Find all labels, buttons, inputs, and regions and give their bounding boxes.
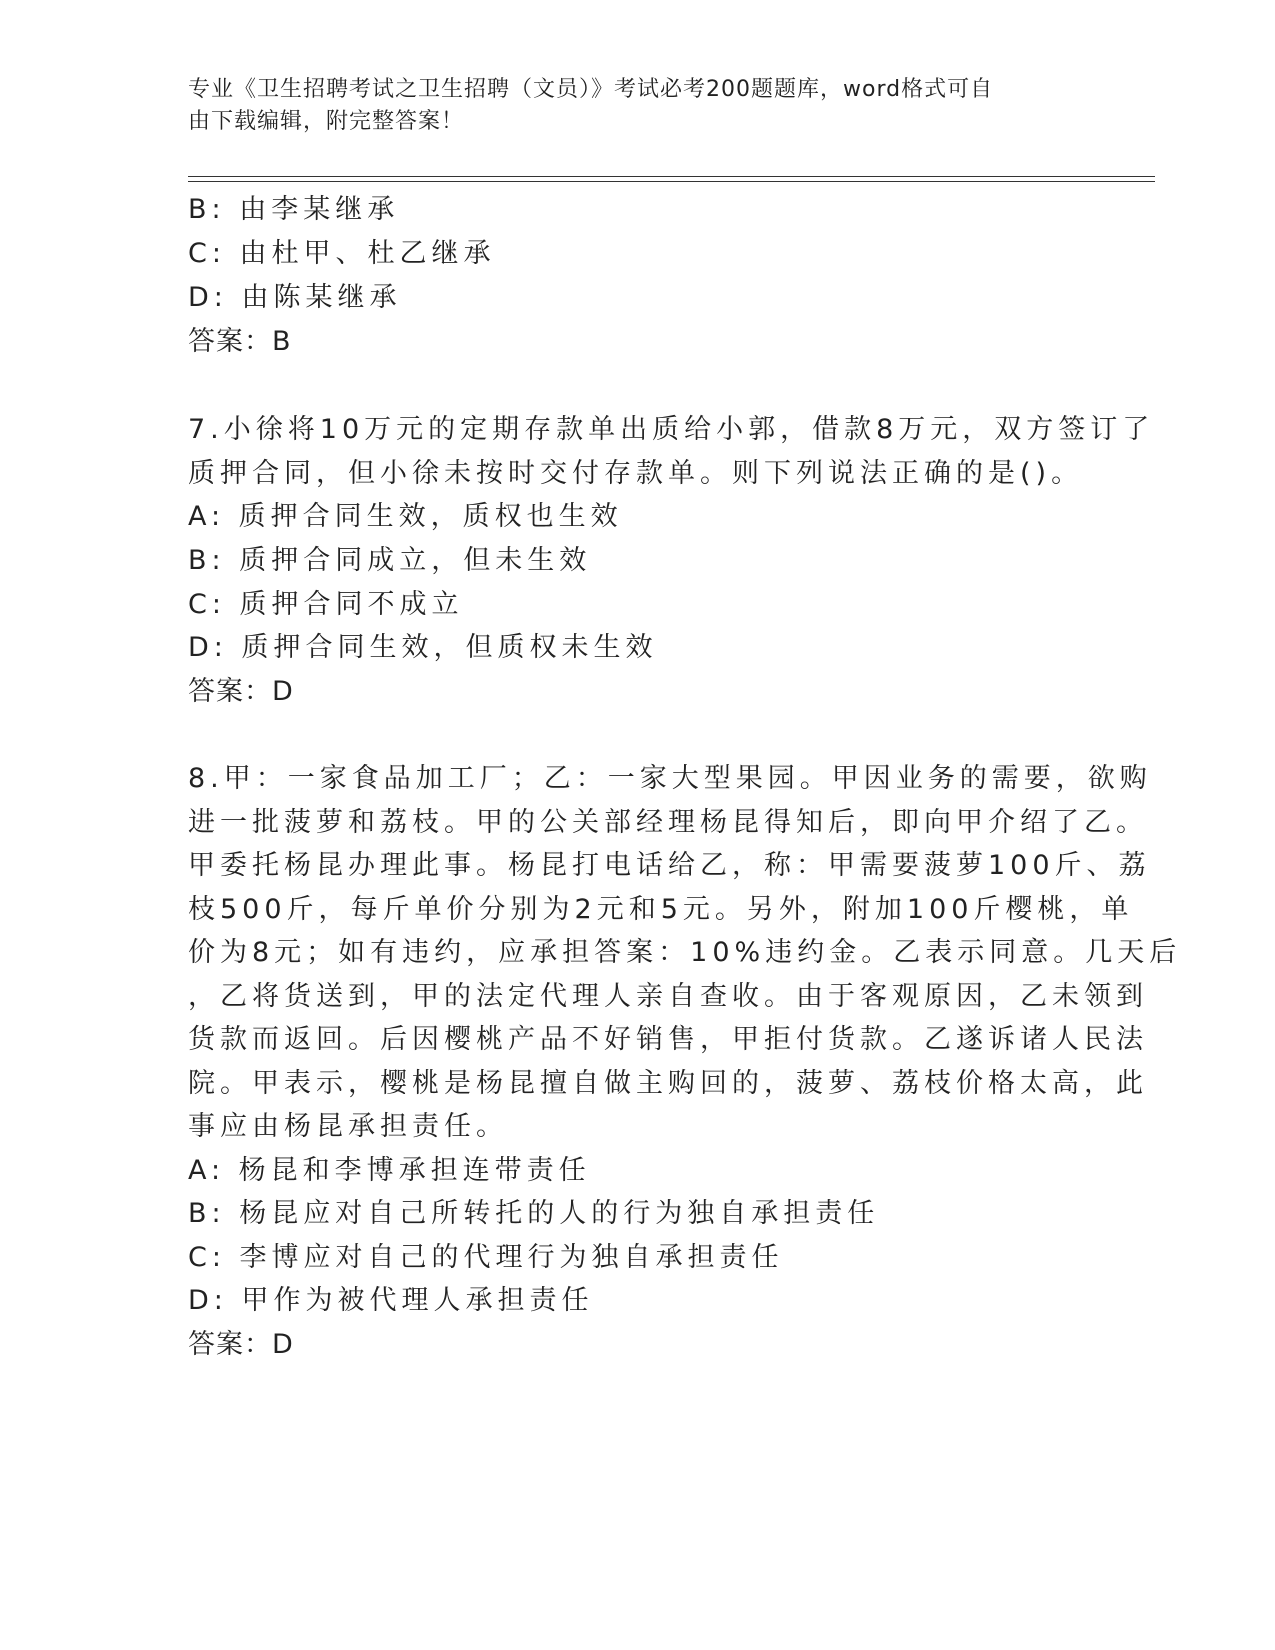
q8-stem-line-6: ，乙将货送到，甲的法定代理人亲自查收。由于客观原因，乙未领到 [188, 981, 1148, 1012]
q6-option-d: D: 由陈某继承 [188, 282, 402, 313]
q6-option-c: C: 由杜甲、杜乙继承 [188, 238, 496, 269]
q7-answer: 答案：D [188, 676, 294, 707]
q8-stem-line-7: 货款而返回。后因樱桃产品不好销售，甲拒付货款。乙遂诉诸人民法 [188, 1024, 1148, 1055]
q6-answer: 答案：B [188, 326, 292, 357]
q8-option-d: D: 甲作为被代理人承担责任 [188, 1285, 594, 1316]
q7-stem-line-1: 7.小徐将10万元的定期存款单出质给小郭，借款8万元，双方签订了 [188, 414, 1155, 445]
header-line-2: 由下载编辑，附完整答案！ [188, 109, 465, 134]
q8-stem-line-1: 8.甲：一家食品加工厂；乙：一家大型果园。甲因业务的需要，欲购 [188, 763, 1152, 794]
header-rule-bottom [188, 181, 1155, 182]
header-line-1: 专业《卫生招聘考试之卫生招聘（文员）》考试必考200题题库，word格式可自 [188, 77, 994, 102]
q7-stem-line-2: 质押合同，但小徐未按时交付存款单。则下列说法正确的是()。 [188, 458, 1084, 489]
q7-option-b: B: 质押合同成立，但未生效 [188, 545, 592, 576]
q7-option-a: A: 质押合同生效，质权也生效 [188, 501, 623, 532]
q8-stem-line-3: 甲委托杨昆办理此事。杨昆打电话给乙，称：甲需要菠萝100斤、荔 [188, 850, 1151, 881]
q8-stem-line-5: 价为8元；如有违约，应承担答案：10%违约金。乙表示同意。几天后 [188, 937, 1182, 968]
q8-option-a: A: 杨昆和李博承担连带责任 [188, 1155, 591, 1186]
q8-stem-line-2: 进一批菠萝和荔枝。甲的公关部经理杨昆得知后，即向甲介绍了乙。 [188, 807, 1148, 838]
q6-option-b: B: 由李某继承 [188, 194, 400, 225]
q7-option-c: C: 质押合同不成立 [188, 589, 464, 620]
q7-option-d: D: 质押合同生效，但质权未生效 [188, 632, 658, 663]
document-header [188, 74, 1068, 138]
q8-answer: 答案：D [188, 1329, 294, 1360]
q8-stem-line-8: 院。甲表示，樱桃是杨昆擅自做主购回的，菠萝、荔枝价格太高，此 [188, 1068, 1148, 1099]
q8-option-b: B: 杨昆应对自己所转托的人的行为独自承担责任 [188, 1198, 880, 1229]
header-rule-top [188, 176, 1155, 177]
q8-option-c: C: 李博应对自己的代理行为独自承担责任 [188, 1242, 784, 1273]
q8-stem-line-9: 事应由杨昆承担责任。 [188, 1111, 508, 1142]
q8-stem-line-4: 枝500斤，每斤单价分别为2元和5元。另外，附加100斤樱桃，单 [188, 894, 1134, 925]
